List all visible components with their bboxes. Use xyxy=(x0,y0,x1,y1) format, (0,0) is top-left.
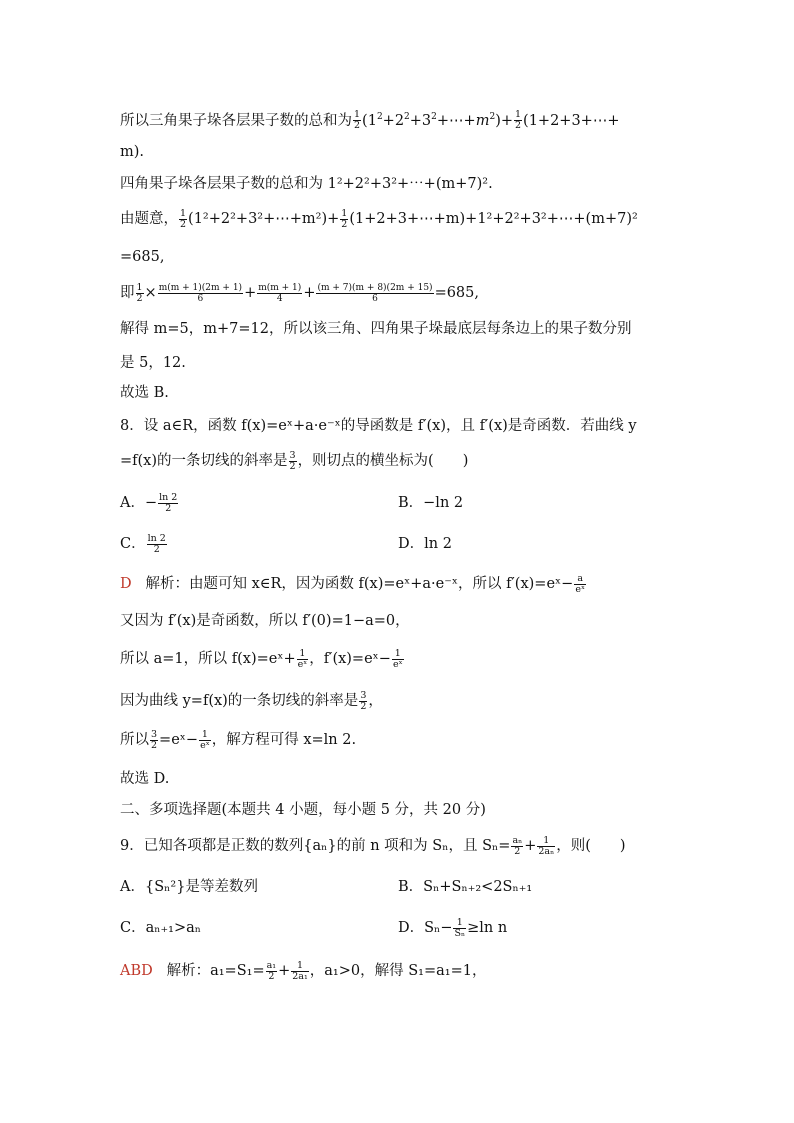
den: eˣ xyxy=(297,658,308,670)
fraction-one-ex xyxy=(199,730,211,751)
solution-line-9: 故选 B. xyxy=(120,385,169,401)
den: 6 xyxy=(197,293,204,304)
fraction-3 xyxy=(316,283,433,304)
fraction-2 xyxy=(257,283,302,304)
text: + xyxy=(244,285,257,301)
text: +3 xyxy=(409,112,432,129)
solution-8-line-6: 故选 D. xyxy=(120,771,170,787)
den: eˣ xyxy=(392,658,403,670)
den: 2 xyxy=(360,700,367,712)
text: ，f′(x)=eˣ− xyxy=(309,651,391,667)
fraction-an-2 xyxy=(511,836,523,857)
text: 所以 a=1，所以 f(x)=eˣ+ xyxy=(120,651,296,667)
num: aₙ xyxy=(512,834,523,846)
solution-8-line-5 xyxy=(120,729,356,751)
num: 1 xyxy=(515,109,522,121)
question-8-line-2 xyxy=(120,450,468,472)
q9-option-b: B．Sₙ+Sₙ₊₂<2Sₙ₊₁ xyxy=(398,879,533,895)
fraction-1 xyxy=(158,283,243,304)
text: 解析：由题可知 x∈R，因为函数 f(x)=eˣ+a·e⁻ˣ，所以 f′(x)=eˣ− xyxy=(145,576,574,592)
text: 解析：a₁=S₁= xyxy=(166,963,265,979)
text: =685, xyxy=(434,285,479,301)
fraction-a1-2 xyxy=(266,961,277,982)
text: 所以三角果子垛各层果子数的总和为 xyxy=(120,112,352,129)
num: 1 xyxy=(199,730,211,741)
solution-9-line-1 xyxy=(120,960,486,982)
text: ，a₁>0，解得 S₁=a₁=1， xyxy=(309,963,487,979)
num: 1 xyxy=(453,918,466,929)
den: Sₙ xyxy=(454,927,466,939)
text: + xyxy=(524,838,537,854)
num: ln 2 xyxy=(147,532,166,544)
text: 因为曲线 y=f(x)的一条切线的斜率是 xyxy=(120,693,359,709)
num: a₁ xyxy=(266,959,277,971)
q8-option-c xyxy=(120,533,168,555)
answer-label: D xyxy=(120,576,132,592)
den: 2 xyxy=(341,218,348,230)
text: (1+2+3+⋯+m)+1²+2²+3²+⋯+(m+7)² xyxy=(349,211,638,227)
num: 1 xyxy=(392,649,404,660)
solution-8-line-3 xyxy=(120,648,405,670)
num: 1 xyxy=(180,207,187,219)
solution-line-1: 所以三角果子垛各层果子数的总和为 $\frac{1}{2}$ $(1^2+2^2+3^2+\cdots+m^2)+$ $\frac{1}{2}$ (1+2+3+⋯+ xyxy=(120,109,620,132)
num: a xyxy=(574,574,586,585)
num: 1 xyxy=(354,109,361,121)
text: +⋯+ xyxy=(436,112,476,129)
den: 2a₁ xyxy=(292,970,308,982)
solution-8-line-2: 又因为 f′(x)是奇函数，所以 f′(0)=1−a=0， xyxy=(120,613,410,629)
q9-option-a: A．{Sₙ²}是等差数列 xyxy=(120,879,258,895)
text: × xyxy=(144,285,157,301)
den: 2 xyxy=(151,739,158,751)
solution-line-2: m). xyxy=(120,144,145,160)
solution-8-line-1 xyxy=(120,573,587,595)
num: 3 xyxy=(360,689,367,701)
num: m(m + 1) xyxy=(258,282,302,293)
num: (m + 7)(m + 8)(2m + 15) xyxy=(317,282,433,293)
den: 4 xyxy=(276,293,283,304)
num: 1 xyxy=(537,836,555,847)
text: D．Sₙ− xyxy=(398,920,453,936)
q8-option-d: D．ln 2 xyxy=(398,536,452,552)
den: eˣ xyxy=(575,583,585,595)
text: A．− xyxy=(120,495,158,511)
num: m(m + 1)(2m + 1) xyxy=(158,282,243,293)
fraction-ln2 xyxy=(158,493,178,514)
fraction-half xyxy=(179,209,187,230)
num: 3 xyxy=(151,728,158,740)
text: 由题意， xyxy=(120,211,178,227)
text: ，则切点的横坐标为( ) xyxy=(297,453,469,469)
text: ≥ln n xyxy=(467,920,508,936)
num: ln 2 xyxy=(159,491,178,503)
text: =eˣ− xyxy=(159,732,199,748)
fraction-one-ex xyxy=(297,649,309,670)
text: (1 xyxy=(362,112,377,129)
num: 1 xyxy=(136,281,143,293)
den: 2 xyxy=(165,502,172,514)
text: 即 xyxy=(120,285,135,301)
section-heading: 二、多项选择题(本题共 4 小题，每小题 5 分，共 20 分) xyxy=(120,802,486,818)
fraction-half xyxy=(340,209,348,230)
text: (1²+2²+3²+⋯+m²)+ xyxy=(188,211,340,227)
den: 2 xyxy=(289,460,296,472)
q9-option-d xyxy=(398,917,507,939)
num: 1 xyxy=(297,649,309,660)
solution-line-7: 解得 m=5，m+7=12，所以该三角、四角果子垛最底层每条边上的果子数分别 xyxy=(120,321,632,337)
fraction-ln2 xyxy=(147,534,167,555)
q9-option-c: C．aₙ₊₁>aₙ xyxy=(120,920,202,936)
fraction-one-2an xyxy=(537,836,555,857)
den: 2 xyxy=(136,292,143,304)
fraction-three-half xyxy=(150,730,158,751)
fraction-a-ex xyxy=(574,574,586,595)
den: 2 xyxy=(514,845,521,857)
text: =f(x)的一条切线的斜率是 xyxy=(120,453,288,469)
solution-8-line-4 xyxy=(120,690,383,712)
q8-option-a xyxy=(120,492,179,514)
fraction-three-half xyxy=(289,451,297,472)
question-9-line-1 xyxy=(120,835,626,857)
den: 2aₙ xyxy=(538,845,555,857)
fraction-three-half xyxy=(359,691,367,712)
den: eˣ xyxy=(200,739,210,751)
den: 6 xyxy=(372,293,378,304)
num: 3 xyxy=(289,449,296,461)
den: 2 xyxy=(153,543,160,555)
fraction-half xyxy=(514,110,522,131)
fraction-one-sn xyxy=(453,918,466,939)
text: 9．已知各项都是正数的数列{aₙ}的前 n 项和为 Sₙ，且 Sₙ= xyxy=(120,838,511,854)
question-8-line-1: 8．设 a∈R，函数 f(x)=eˣ+a·e⁻ˣ的导函数是 f′(x)，且 f′(x)是奇函数．若曲线 y xyxy=(120,418,637,434)
num: 1 xyxy=(341,207,348,219)
den: 2 xyxy=(515,120,522,132)
text: + xyxy=(303,285,316,301)
text: +2 xyxy=(382,112,405,129)
fraction-one-2a1 xyxy=(291,961,309,982)
den: 2 xyxy=(180,218,187,230)
text: ， xyxy=(368,693,383,709)
text: (1+2+3+⋯+ xyxy=(523,112,620,129)
solution-line-5: =685, xyxy=(120,249,165,265)
solution-line-8: 是 5，12. xyxy=(120,355,186,371)
num: 1 xyxy=(291,961,309,972)
solution-line-3: 四角果子垛各层果子数的总和为 1²+2²+3²+⋯+(m+7)². xyxy=(120,176,493,192)
q8-option-b: B．−ln 2 xyxy=(398,495,464,511)
text: + xyxy=(278,963,291,979)
solution-line-4 xyxy=(120,208,638,230)
den: 2 xyxy=(354,120,361,132)
fraction-one-ex xyxy=(392,649,404,670)
text: C． xyxy=(120,536,146,552)
solution-line-6 xyxy=(120,282,479,304)
text: ，则( ) xyxy=(556,838,626,854)
text: )+ xyxy=(495,112,513,129)
answer-label: ABD xyxy=(120,963,153,979)
fraction-half xyxy=(353,110,361,131)
den: 2 xyxy=(268,970,275,982)
text: 所以 xyxy=(120,732,149,748)
text: ，解方程可得 x=ln 2. xyxy=(211,732,357,748)
fraction-half xyxy=(136,283,144,304)
